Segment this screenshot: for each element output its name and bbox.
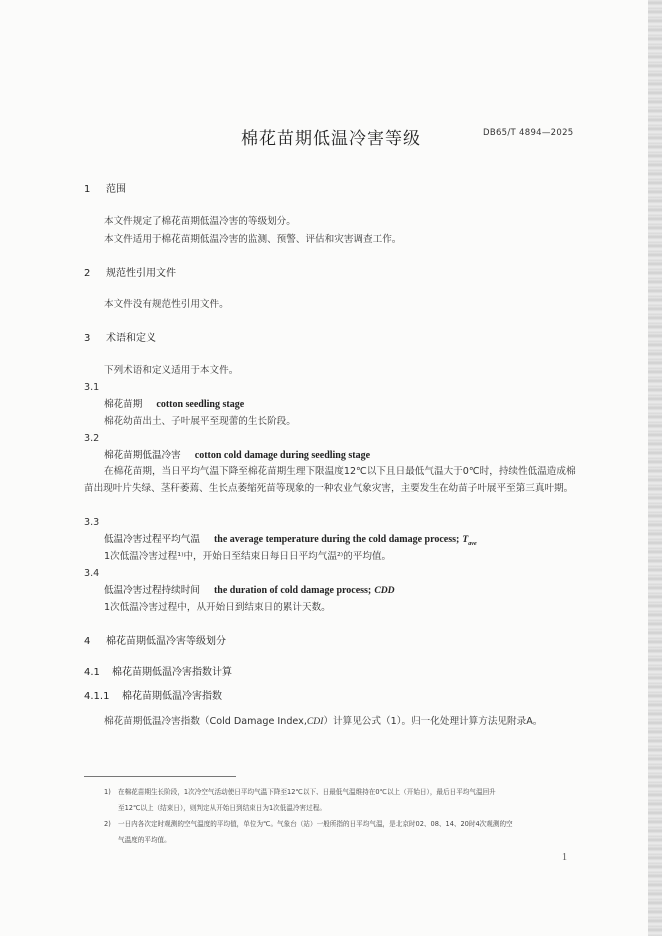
footnote-1-line-2: 至12℃以上（结束日），则判定从开始日到结束日为1次低温冷害过程。 (118, 804, 326, 812)
term-3-4-definition: 1次低温冷害过程中，从开始日到结束日的累计天数。 (104, 602, 331, 613)
term-3-1-definition: 棉花幼苗出土、子叶展平至现蕾的生长阶段。 (104, 416, 296, 427)
section-2-para-1: 本文件没有规范性引用文件。 (104, 299, 229, 310)
section-4-1-1-para: 棉花苗期低温冷害指数（Cold Damage Index,CDI）计算见公式（1）。归一化处理计算方法见附录A。 (104, 716, 543, 727)
section-4-1-heading: 4.1 棉花苗期低温冷害指数计算 (84, 667, 232, 678)
section-1-para-2: 本文件适用于棉花苗期低温冷害的监测、预警、评估和灾害调查工作。 (104, 234, 402, 245)
section-1-heading: 1 范围 (84, 184, 126, 195)
term-3-2-heading: 棉花苗期低温冷害 cotton cold damage during seedling stage (104, 450, 371, 461)
section-4-1-1-heading: 4.1.1 棉花苗期低温冷害指数 (84, 691, 222, 702)
footnote-2: 2) 一日内各次定时观测的空气温度的平均值，单位为℃。气象台（站）一般所指的日平均气温，是北京时02、08、14、20时4次观测的空 (104, 820, 513, 828)
term-3-1-number: 3.1 (84, 382, 100, 393)
term-3-3-number: 3.3 (84, 517, 100, 528)
symbol-cdd: CDD (374, 585, 395, 596)
footnote-2-line-2: 气温度的平均值。 (118, 836, 171, 844)
term-3-4-number: 3.4 (84, 568, 100, 579)
term-3-3-heading: 低温冷害过程平均气温 the average temperature during the cold damage process; $T_{ave}$ (104, 534, 477, 547)
section-1-para-1: 本文件规定了棉花苗期低温冷害的等级划分。 (104, 216, 296, 227)
term-3-3-definition: 1次低温冷害过程¹⁾中，开始日至结束日每日日平均气温²⁾的平均值。 (104, 551, 392, 562)
term-3-1-heading: 棉花苗期 cotton seedling stage (104, 399, 245, 410)
term-3-2-definition: 在棉花苗期，当日平均气温下降至棉花苗期生理下限温度12℃以下且日最低气温大于0℃时，持续性低温造成棉苗出现叶片失绿、茎秆萎蔫、生长点萎缩死苗等现象的一种农业气象灾害，主要发生在幼苗子叶展平至第三真叶期。 (84, 466, 576, 494)
footnote-separator (84, 776, 236, 777)
section-2-heading: 2 规范性引用文件 (84, 268, 176, 279)
section-3-heading: 3 术语和定义 (84, 333, 156, 344)
symbol-t-ave: $T_{ave}$ (462, 534, 477, 547)
term-3-2-number: 3.2 (84, 433, 100, 444)
standard-code: DB65/T 4894—2025 (483, 128, 574, 138)
term-3-4-heading: 低温冷害过程持续时间 the duration of cold damage process; CDD (104, 585, 395, 596)
section-4-heading: 4 棉花苗期低温冷害等级划分 (84, 636, 226, 647)
page-number: 1 (562, 852, 567, 863)
footnote-1: 1) 在棉花苗期生长阶段，1次冷空气活动使日平均气温下降至12℃以下、日最低气温维持在0℃以上（开始日），最后日平均气温回升 (104, 788, 496, 796)
page-title: 棉花苗期低温冷害等级 (241, 129, 421, 149)
section-3-intro: 下列术语和定义适用于本文件。 (104, 365, 239, 376)
